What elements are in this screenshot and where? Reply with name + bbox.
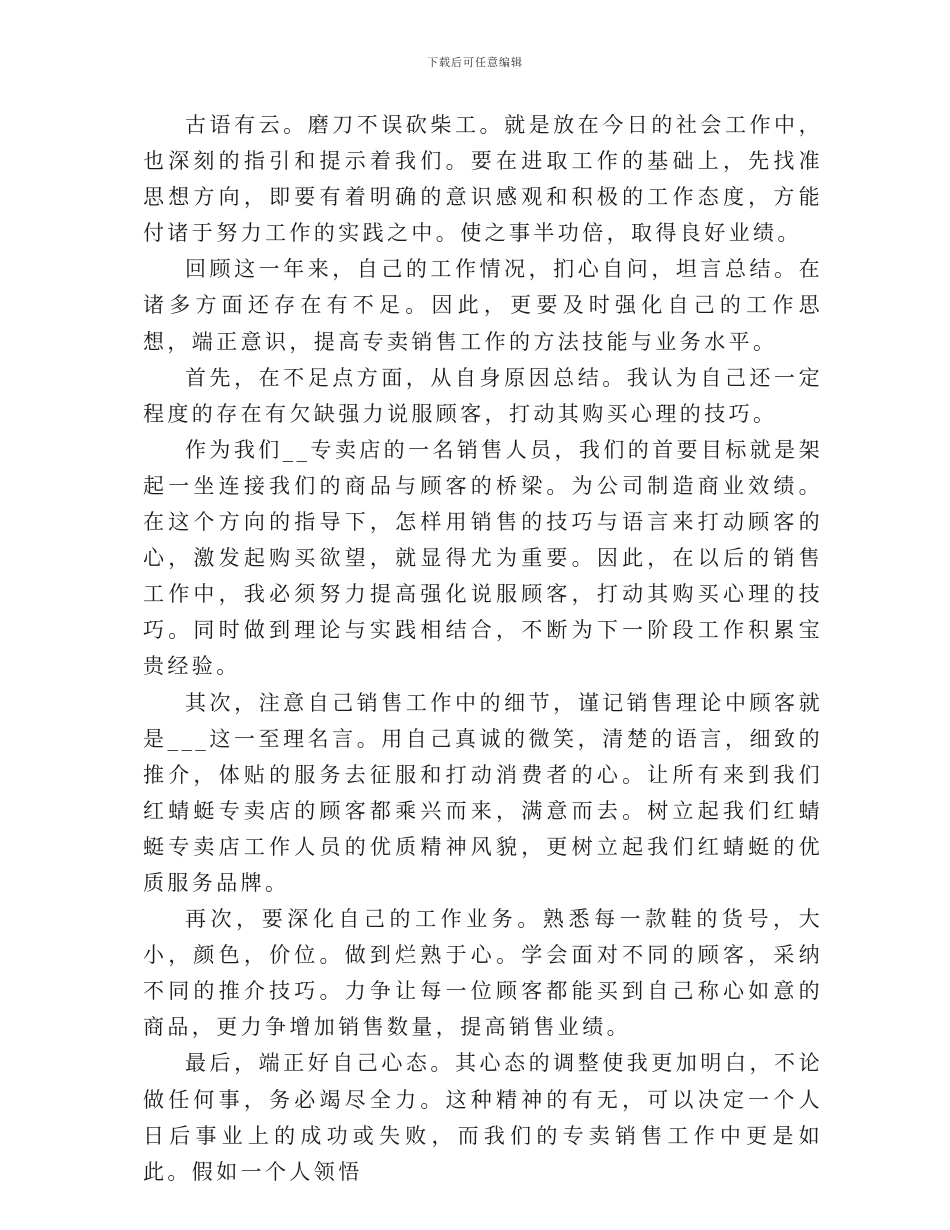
paragraph: 回顾这一年来，自己的工作情况，扪心自问，坦言总结。在诸多方面还存在有不足。因此，更要及时强化自己的工作思想，端正意识，提高专卖销售工作的方法技能与业务水平。 [143,257,823,354]
document-body [143,107,823,1190]
paragraph: 古语有云。磨刀不误砍柴工。就是放在今日的社会工作中，也深刻的指引和提示着我们。要在进取工作的基础上，先找准思想方向，即要有着明确的意识感观和积极的工作态度，方能付诸于努力工作的实践之中。使之事半功倍，取得良好业绩。 [143,113,823,246]
page-header: 下载后可任意编辑 [427,56,523,69]
paragraph: 作为我们__专卖店的一名销售人员，我们的首要目标就是架起一坐连接我们的商品与顾客的桥梁。为公司制造商业效绩。在这个方向的指导下，怎样用销售的技巧与语言来打动顾客的心，激发起购买欲望，就显得尤为重要。因此，在以后的销售工作中，我必须努力提高强化说服顾客，打动其购买心理的技巧。同时做到理论与实践相结合，不断为下一阶段工作积累宝贵经验。 [143,437,823,679]
paragraph: 再次，要深化自己的工作业务。熟悉每一款鞋的货号，大小，颜色，价位。做到烂熟于心。学会面对不同的顾客，采纳不同的推介技巧。力争让每一位顾客都能买到自己称心如意的商品，更力争增加销售数量，提高销售业绩。 [143,907,823,1040]
paragraph: 其次，注意自己销售工作中的细节，谨记销售理论中顾客就是___这一至理名言。用自己真诚的微笑，清楚的语言，细致的推介，体贴的服务去征服和打动消费者的心。让所有来到我们红蜻蜓专卖店的顾客都乘兴而来，满意而去。树立起我们红蜻蜓专卖店工作人员的优质精神风貌，更树立起我们红蜻蜓的优质服务品牌。 [143,690,823,895]
paragraph: 最后，端正好自己心态。其心态的调整使我更加明白，不论做任何事，务必竭尽全力。这种精神的有无，可以决定一个人日后事业上的成功或失败，而我们的专卖销售工作中更是如此。假如一个人领悟 [143,1051,823,1184]
paragraph: 首先，在不足点方面，从自身原因总结。我认为自己还一定程度的存在有欠缺强力说服顾客，打动其购买心理的技巧。 [143,365,823,426]
